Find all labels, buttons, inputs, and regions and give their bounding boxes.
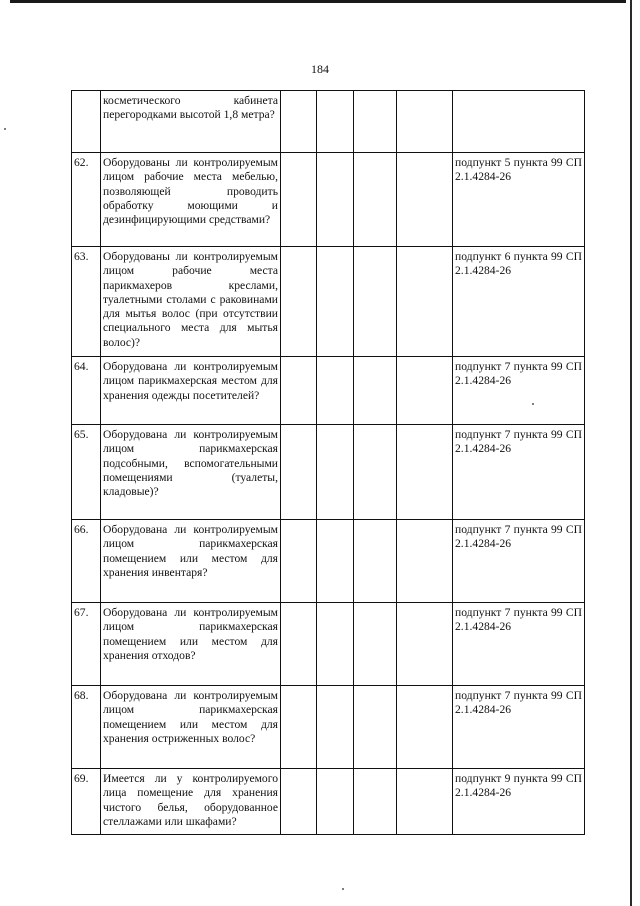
answer-cell bbox=[317, 357, 354, 425]
answer-cell bbox=[317, 153, 354, 247]
row-number bbox=[72, 91, 101, 153]
answer-cell bbox=[281, 425, 317, 520]
table-row bbox=[72, 357, 585, 425]
answer-cell bbox=[354, 247, 397, 357]
answer-cell bbox=[317, 425, 354, 520]
answer-cell bbox=[281, 686, 317, 769]
answer-cell bbox=[281, 769, 317, 835]
answer-cell bbox=[317, 769, 354, 835]
reference-cell bbox=[453, 91, 585, 153]
answer-cell bbox=[354, 769, 397, 835]
answer-cell bbox=[354, 603, 397, 686]
table-row bbox=[72, 520, 585, 603]
answer-cell bbox=[281, 153, 317, 247]
answer-cell bbox=[354, 686, 397, 769]
row-number: 67. bbox=[72, 603, 101, 686]
answer-cell bbox=[354, 425, 397, 520]
answer-cell bbox=[317, 247, 354, 357]
answer-cell bbox=[317, 603, 354, 686]
table-row bbox=[72, 153, 585, 247]
reference-cell: подпункт 7 пункта 99 СП 2.1.4284-26 bbox=[453, 425, 585, 520]
answer-cell bbox=[354, 357, 397, 425]
question-cell: косметического кабинета перегородками высотой 1,8 метра? bbox=[101, 91, 281, 153]
question-cell: Оборудована ли контролируемым лицом парикмахерская помещением или местом для хранения инвентаря? bbox=[101, 520, 281, 603]
reference-cell: подпункт 7 пункта 99 СП 2.1.4284-26 bbox=[453, 520, 585, 603]
answer-cell bbox=[397, 91, 453, 153]
reference-cell: подпункт 7 пункта 99 СП 2.1.4284-26 bbox=[453, 686, 585, 769]
answer-cell bbox=[354, 153, 397, 247]
answer-cell bbox=[354, 91, 397, 153]
row-number: 69. bbox=[72, 769, 101, 835]
question-cell: Имеется ли у контролируемого лица помещение для хранения чистого белья, оборудованное стеллажами или шкафами? bbox=[101, 769, 281, 835]
reference-cell: подпункт 9 пункта 99 СП 2.1.4284-26 bbox=[453, 769, 585, 835]
table-row bbox=[72, 247, 585, 357]
table-row bbox=[72, 425, 585, 520]
answer-cell bbox=[397, 769, 453, 835]
answer-cell bbox=[317, 520, 354, 603]
table-row bbox=[72, 603, 585, 686]
question-cell: Оборудована ли контролируемым лицом парикмахерская подсобными, вспомогательными помещениями (туалеты, кладовые)? bbox=[101, 425, 281, 520]
answer-cell bbox=[397, 153, 453, 247]
table-row bbox=[72, 91, 585, 153]
answer-cell bbox=[397, 425, 453, 520]
table-row bbox=[72, 686, 585, 769]
scan-edge-top bbox=[10, 0, 626, 3]
reference-cell: подпункт 7 пункта 99 СП 2.1.4284-26 bbox=[453, 357, 585, 425]
answer-cell bbox=[317, 686, 354, 769]
answer-cell bbox=[281, 520, 317, 603]
row-number: 64. bbox=[72, 357, 101, 425]
answer-cell bbox=[281, 91, 317, 153]
table-row bbox=[72, 769, 585, 835]
question-cell: Оборудована ли контролируемым лицом парикмахерская помещением или местом для хранения остриженных волос? bbox=[101, 686, 281, 769]
reference-cell: подпункт 7 пункта 99 СП 2.1.4284-26 bbox=[453, 603, 585, 686]
answer-cell bbox=[397, 603, 453, 686]
row-number: 62. bbox=[72, 153, 101, 247]
answer-cell bbox=[397, 520, 453, 603]
scan-speck bbox=[342, 888, 344, 890]
answer-cell bbox=[397, 247, 453, 357]
row-number: 68. bbox=[72, 686, 101, 769]
answer-cell bbox=[281, 357, 317, 425]
answer-cell bbox=[397, 686, 453, 769]
page-number: 184 bbox=[311, 62, 329, 76]
answer-cell bbox=[281, 603, 317, 686]
answer-cell bbox=[354, 520, 397, 603]
scan-speck bbox=[4, 128, 6, 130]
row-number: 65. bbox=[72, 425, 101, 520]
checklist-table bbox=[71, 90, 585, 835]
answer-cell bbox=[281, 247, 317, 357]
reference-cell: подпункт 5 пункта 99 СП 2.1.4284-26 bbox=[453, 153, 585, 247]
row-number: 66. bbox=[72, 520, 101, 603]
question-cell: Оборудована ли контролируемым лицом парикмахерская местом для хранения одежды посетителей? bbox=[101, 357, 281, 425]
row-number: 63. bbox=[72, 247, 101, 357]
question-cell: Оборудованы ли контролируемым лицом рабочие места парикмахеров креслами, туалетными столами с раковинами для мытья волос (при отсутствии специального места для мытья волос)? bbox=[101, 247, 281, 357]
question-cell: Оборудованы ли контролируемым лицом рабочие места мебелью, позволяющей проводить обработку моющими и дезинфицирующими средствами? bbox=[101, 153, 281, 247]
answer-cell bbox=[317, 91, 354, 153]
question-cell: Оборудована ли контролируемым лицом парикмахерская помещением или местом для хранения отходов? bbox=[101, 603, 281, 686]
reference-cell: подпункт 6 пункта 99 СП 2.1.4284-26 bbox=[453, 247, 585, 357]
scan-edge-right bbox=[630, 0, 632, 906]
answer-cell bbox=[397, 357, 453, 425]
